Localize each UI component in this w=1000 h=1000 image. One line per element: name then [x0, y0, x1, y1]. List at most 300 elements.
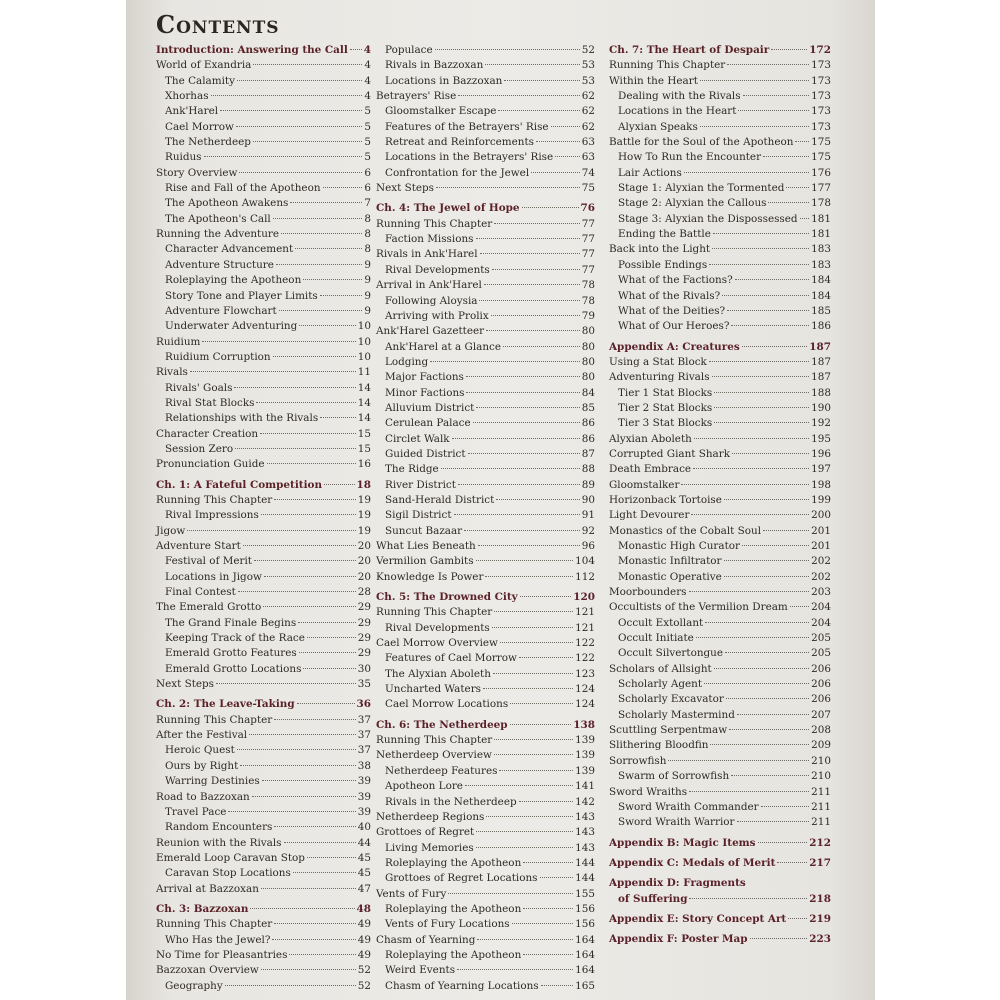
dot-leader — [709, 263, 809, 265]
dot-leader — [350, 48, 362, 50]
toc-entry-label: Roleplaying the Apotheon — [385, 902, 522, 915]
dot-leader — [771, 48, 807, 50]
toc-entry-label-continued: of Suffering — [618, 892, 688, 905]
dot-leader — [253, 63, 362, 65]
toc-entry-label: Arrival at Bazzoxan — [156, 882, 259, 895]
toc-page-number: 5 — [364, 136, 371, 149]
toc-entry — [156, 948, 371, 963]
dot-leader — [476, 846, 573, 848]
dot-leader — [724, 575, 809, 577]
toc-entry — [376, 887, 595, 902]
toc-page-number: 15 — [357, 427, 371, 440]
toc-entry — [376, 416, 595, 431]
toc-entry — [376, 948, 595, 963]
toc-entry-label: Emerald Grotto Features — [165, 647, 297, 660]
dot-leader — [238, 590, 356, 592]
toc-entry-label: Ruidium — [156, 335, 201, 348]
toc-entry — [156, 963, 371, 978]
dot-leader — [448, 892, 573, 894]
toc-section-heading — [609, 932, 831, 947]
dot-leader — [555, 155, 580, 157]
toc-page-number: 212 — [809, 836, 831, 849]
toc-entry-label: Locations in Jigow — [165, 570, 262, 583]
toc-entry — [156, 616, 371, 631]
toc-page-number: 217 — [809, 856, 831, 869]
toc-page-number: 6 — [364, 166, 371, 179]
toc-entry-label: Ruidus — [165, 151, 202, 164]
toc-page-number: 202 — [811, 555, 831, 568]
toc-entry-label: Horizonback Tortoise — [609, 493, 722, 506]
dot-leader — [735, 278, 810, 280]
toc-entry-label: Features of the Betrayers' Rise — [385, 120, 549, 133]
toc-entry — [609, 304, 831, 319]
toc-entry — [609, 319, 831, 334]
dot-leader — [216, 682, 356, 684]
toc-entry-label: Relationships with the Rivals — [165, 412, 319, 425]
toc-page-number: 164 — [575, 948, 595, 961]
toc-entry-label: Gloomstalker Escape — [385, 105, 497, 118]
toc-page-number: 184 — [811, 289, 831, 302]
toc-entry — [156, 851, 371, 866]
toc-page-number: 86 — [581, 417, 595, 430]
toc-entry — [376, 979, 595, 994]
dot-leader — [187, 529, 355, 531]
toc-entry-label: Tier 1 Stat Blocks — [618, 386, 713, 399]
dot-leader — [758, 841, 808, 843]
toc-page-number: 4 — [364, 90, 371, 103]
toc-page-number: 10 — [357, 320, 371, 333]
toc-page-number: 5 — [364, 120, 371, 133]
toc-section-heading — [609, 856, 831, 871]
toc-entry-label: Ch. 4: The Jewel of Hope — [376, 202, 520, 215]
toc-entry — [376, 104, 595, 119]
toc-entry — [156, 882, 371, 897]
toc-entry — [156, 820, 371, 835]
toc-entry-label: Locations in the Betrayers' Rise — [385, 151, 554, 164]
toc-entry — [609, 401, 831, 416]
toc-entry — [156, 396, 371, 411]
toc-page-number: 4 — [364, 59, 371, 72]
dot-leader — [494, 222, 580, 224]
dot-leader — [441, 467, 580, 469]
toc-entry-label: Character Creation — [156, 427, 259, 440]
toc-page-number: 20 — [357, 555, 371, 568]
toc-entry-label: What Lies Beneath — [376, 540, 476, 552]
toc-entry — [376, 355, 595, 370]
toc-page-number: 122 — [575, 637, 595, 650]
dot-leader — [788, 917, 807, 919]
dot-leader — [709, 360, 809, 362]
toc-page-number: 63 — [581, 151, 595, 164]
toc-entry — [609, 416, 831, 431]
dot-leader — [452, 437, 580, 439]
toc-entry — [609, 227, 831, 242]
dot-leader — [261, 968, 356, 970]
toc-page-number: 8 — [364, 228, 371, 241]
dot-leader — [483, 687, 573, 689]
toc-page-number: 206 — [811, 678, 831, 691]
dot-leader — [786, 186, 809, 188]
toc-column-1 — [156, 43, 371, 994]
dot-leader — [243, 544, 356, 546]
dot-leader — [486, 329, 580, 331]
dot-leader — [465, 784, 573, 786]
toc-page-number: 155 — [575, 887, 595, 900]
dot-leader — [689, 790, 809, 792]
toc-entry — [156, 917, 371, 932]
toc-entry — [156, 104, 371, 119]
toc-page-number: 164 — [575, 964, 595, 977]
toc-entry-label: Running This Chapter — [376, 606, 493, 619]
toc-entry — [609, 478, 831, 493]
toc-page-number: 47 — [357, 882, 371, 895]
toc-page-number: 44 — [357, 836, 371, 849]
toc-page-number: 49 — [357, 933, 371, 946]
toc-entry-label: Back into the Light — [609, 243, 711, 256]
toc-entry-label: Ours by Right — [165, 759, 239, 772]
dot-leader — [731, 774, 809, 776]
dot-leader — [705, 621, 809, 623]
toc-entry-label: Reunion with the Rivals — [156, 836, 282, 849]
toc-entry-label: Rise and Fall of the Apotheon — [165, 182, 321, 195]
toc-entry-label: Underwater Adventuring — [165, 320, 298, 333]
toc-page-number: 204 — [811, 616, 831, 629]
toc-entry-label: Rivals in Ank'Harel — [376, 248, 478, 261]
toc-entry — [376, 462, 595, 477]
toc-entry-label: Alyxian Aboleth — [609, 432, 692, 445]
toc-page-number: 74 — [581, 166, 595, 179]
toc-entry — [156, 979, 371, 994]
toc-page-number: 30 — [357, 662, 371, 675]
dot-leader — [492, 268, 580, 270]
toc-entry-label: Ruidium Corruption — [165, 350, 271, 363]
toc-entry-label: Ank'Harel at a Glance — [385, 340, 501, 353]
dot-leader — [689, 590, 810, 592]
dot-leader — [712, 247, 809, 249]
toc-entry-label: Vermilion Gambits — [376, 555, 474, 568]
toc-entry-label: Living Memories — [385, 841, 474, 854]
toc-page-number: 139 — [575, 734, 595, 747]
toc-entry — [609, 815, 831, 830]
toc-page-number: 77 — [581, 248, 595, 261]
toc-page-number: 89 — [581, 478, 595, 491]
toc-entry — [156, 89, 371, 104]
toc-entry — [376, 825, 595, 840]
toc-page-number: 86 — [581, 432, 595, 445]
toc-entry — [156, 933, 371, 948]
dot-leader — [551, 125, 580, 127]
toc-page-number: 15 — [357, 442, 371, 455]
toc-entry-label: Battle for the Soul of the Apotheon — [609, 136, 794, 149]
toc-section-heading — [156, 697, 371, 712]
toc-entry — [156, 381, 371, 396]
toc-entry-label: Grottoes of Regret — [376, 826, 475, 839]
toc-entry — [376, 621, 595, 636]
dot-leader — [303, 278, 362, 280]
toc-page-number: 124 — [575, 698, 595, 711]
toc-entry — [376, 263, 595, 278]
toc-entry-label: Rival Stat Blocks — [165, 396, 255, 409]
toc-page-number: 223 — [809, 933, 831, 946]
toc-entry-label: Warring Destinies — [165, 775, 260, 788]
toc-entry — [376, 135, 595, 150]
toc-entry-label: Adventuring Rivals — [609, 371, 710, 384]
dot-leader — [262, 779, 356, 781]
toc-page-number: 187 — [809, 340, 831, 353]
toc-entry — [156, 585, 371, 600]
dot-leader — [540, 876, 574, 878]
toc-page-number: 36 — [356, 698, 371, 711]
dot-leader — [510, 702, 573, 704]
toc-entry-label: Major Factions — [385, 371, 464, 384]
toc-entry — [376, 278, 595, 293]
toc-entry — [376, 181, 595, 196]
toc-entry-label: Using a Stat Block — [609, 355, 707, 368]
dot-leader — [235, 447, 356, 449]
toc-entry — [376, 89, 595, 104]
dot-leader — [293, 871, 356, 873]
toc-entry — [609, 74, 831, 89]
toc-page-number: 198 — [811, 478, 831, 491]
toc-entry-label: Rival Developments — [385, 263, 490, 276]
toc-entry-label: What of the Rivals? — [618, 289, 721, 302]
dot-leader — [307, 856, 356, 858]
toc-page-number: 80 — [581, 340, 595, 353]
toc-page-number: 76 — [580, 202, 595, 215]
toc-entry-label: Emerald Grotto Locations — [165, 662, 302, 675]
toc-entry — [609, 785, 831, 800]
dot-leader — [281, 232, 362, 234]
dot-leader — [454, 513, 580, 515]
dot-leader — [458, 483, 580, 485]
toc-page-number: 28 — [357, 586, 371, 599]
toc-entry — [376, 636, 595, 651]
toc-page-number: 156 — [575, 902, 595, 915]
toc-entry-label: Occultists of the Vermilion Dream — [609, 601, 788, 614]
toc-entry-label: Rival Impressions — [165, 509, 259, 522]
toc-page-number: 197 — [811, 463, 831, 476]
toc-entry-label: Running This Chapter — [376, 734, 493, 747]
toc-entry-label: Appendix B: Magic Items — [609, 836, 756, 849]
dot-leader — [303, 667, 355, 669]
toc-page-number: 201 — [811, 540, 831, 552]
toc-page-number: 187 — [811, 371, 831, 384]
toc-entry — [609, 150, 831, 165]
toc-section-heading — [609, 836, 831, 851]
dot-leader — [274, 498, 356, 500]
toc-entry — [609, 135, 831, 150]
toc-entry — [376, 340, 595, 355]
toc-entry-label: Random Encounters — [165, 821, 273, 834]
dot-leader — [704, 682, 809, 684]
dot-leader — [234, 386, 355, 388]
toc-entry — [156, 135, 371, 150]
dot-leader — [732, 452, 809, 454]
toc-page-number: 16 — [357, 458, 371, 471]
toc-entry-label: Running This Chapter — [376, 217, 493, 230]
toc-section-heading — [376, 718, 595, 733]
toc-page-number: 10 — [357, 335, 371, 348]
toc-page-number: 173 — [811, 105, 831, 118]
toc-entry — [376, 570, 595, 585]
toc-entry-label: Scholarly Mastermind — [618, 708, 735, 721]
dot-leader — [763, 529, 809, 531]
dot-leader — [724, 559, 810, 561]
toc-entry — [609, 386, 831, 401]
toc-entry-label: Rival Developments — [385, 621, 490, 634]
toc-entry — [609, 554, 831, 569]
toc-entry — [156, 759, 371, 774]
toc-entry-label: Sand-Herald District — [385, 493, 495, 506]
toc-entry-label: Netherdeep Overview — [376, 749, 492, 762]
toc-entry-label: What of the Deities? — [618, 304, 726, 317]
page-title: Contents — [156, 10, 280, 39]
dot-leader — [260, 432, 356, 434]
toc-entry-label: Corrupted Giant Shark — [609, 447, 731, 460]
toc-entry-label: Dealing with the Rivals — [618, 90, 741, 103]
toc-page-number: 78 — [581, 279, 595, 292]
toc-page-number: 204 — [811, 601, 831, 614]
toc-page-number: 144 — [575, 856, 595, 869]
dot-leader — [800, 217, 810, 219]
toc-entry — [156, 805, 371, 820]
toc-entry-label: Monastic Infiltrator — [618, 555, 722, 568]
toc-entry-label: Road to Bazzoxan — [156, 790, 250, 803]
dot-leader — [512, 922, 574, 924]
toc-entry — [609, 289, 831, 304]
toc-entry-label: Running the Adventure — [156, 228, 280, 241]
toc-page-number: 39 — [357, 790, 371, 803]
toc-page-number: 210 — [811, 754, 831, 767]
toc-entry-label: Netherdeep Features — [385, 764, 498, 777]
dot-leader — [496, 498, 580, 500]
toc-entry — [376, 682, 595, 697]
toc-entry-label: Roleplaying the Apotheon — [385, 948, 522, 961]
toc-page-number: 4 — [364, 74, 371, 87]
toc-entry-label: Cerulean Palace — [385, 417, 471, 430]
toc-entry-label: Chasm of Yearning Locations — [385, 979, 539, 992]
toc-entry — [156, 181, 371, 196]
toc-entry-label: The Calamity — [165, 74, 235, 87]
toc-page-number: 173 — [811, 90, 831, 103]
toc-entry — [156, 304, 371, 319]
toc-page-number: 173 — [811, 59, 831, 72]
toc-page-number: 29 — [357, 647, 371, 660]
toc-entry — [156, 866, 371, 881]
toc-entry-label: Tier 2 Stat Blocks — [618, 401, 713, 414]
toc-page-number: 62 — [581, 90, 595, 103]
toc-entry — [376, 478, 595, 493]
toc-entry — [609, 181, 831, 196]
dot-leader — [504, 79, 579, 81]
toc-page-number: 143 — [575, 810, 595, 823]
toc-entry — [376, 493, 595, 508]
toc-entry-label: Chasm of Yearning — [376, 933, 476, 946]
toc-entry — [156, 677, 371, 692]
toc-entry-label: Emerald Loop Caravan Stop — [156, 851, 305, 864]
dot-leader — [254, 559, 356, 561]
toc-page-number: 45 — [357, 867, 371, 880]
toc-entry-label: Death Embrace — [609, 463, 692, 476]
toc-entry-label: Running This Chapter — [609, 59, 726, 72]
toc-entry — [156, 790, 371, 805]
dot-leader — [249, 733, 356, 735]
toc-page-number: 200 — [811, 509, 831, 522]
toc-page-number: 208 — [811, 724, 831, 737]
dot-leader — [761, 805, 810, 807]
toc-entry-label: No Time for Pleasantries — [156, 948, 288, 961]
toc-page-number: 79 — [581, 309, 595, 322]
toc-entry-label: Adventure Start — [156, 540, 241, 552]
toc-page-number: 38 — [357, 759, 371, 772]
dot-leader — [468, 452, 580, 454]
toc-page-number: 144 — [575, 872, 595, 885]
dot-leader — [274, 825, 355, 827]
toc-entry-label: Festival of Merit — [165, 555, 252, 568]
toc-entry — [156, 335, 371, 350]
dot-leader — [494, 738, 573, 740]
dot-leader — [320, 294, 363, 296]
dot-leader — [693, 467, 809, 469]
toc-page-number: 143 — [575, 826, 595, 839]
toc-page-number: 196 — [811, 447, 831, 460]
toc-page-number: 178 — [811, 197, 831, 210]
dot-leader — [273, 217, 363, 219]
dot-leader — [476, 237, 580, 239]
toc-entry — [156, 743, 371, 758]
toc-section-heading — [609, 340, 831, 355]
toc-entry — [376, 667, 595, 682]
dot-leader — [712, 375, 810, 377]
dot-leader — [727, 63, 809, 65]
toc-entry-label: Netherdeep Regions — [376, 810, 485, 823]
toc-page-number: 7 — [364, 197, 371, 210]
dot-leader — [466, 391, 579, 393]
toc-page-number: 29 — [357, 601, 371, 614]
dot-leader — [731, 324, 809, 326]
toc-entry — [609, 104, 831, 119]
toc-entry-label: Betrayers' Rise — [376, 90, 457, 103]
dot-leader — [261, 887, 356, 889]
toc-entry-label: Rivals in the Netherdeep — [385, 795, 517, 808]
toc-entry-label: Bazzoxan Overview — [156, 964, 259, 977]
dot-leader — [298, 621, 356, 623]
toc-entry-label: Roleplaying the Apotheon — [165, 274, 302, 287]
toc-entry-label: The Netherdeep — [165, 136, 251, 149]
toc-entry — [156, 258, 371, 273]
dot-leader — [536, 140, 580, 142]
toc-entry — [609, 692, 831, 707]
toc-entry — [156, 411, 371, 426]
toc-page-number: 77 — [581, 263, 595, 276]
toc-entry — [609, 662, 831, 677]
toc-page-number: 37 — [357, 729, 371, 742]
dot-leader — [743, 94, 810, 96]
toc-entry-label: The Ridge — [385, 463, 439, 476]
toc-page-number: 20 — [357, 570, 371, 583]
toc-entry — [376, 74, 595, 89]
dot-leader — [519, 800, 574, 802]
toc-entry — [156, 365, 371, 380]
toc-entry-label: Cael Morrow — [165, 120, 234, 133]
toc-page-number: 184 — [811, 274, 831, 287]
toc-page-number: 142 — [575, 795, 595, 808]
dot-leader — [220, 109, 362, 111]
toc-entry-label: Story Overview — [156, 166, 238, 179]
toc-entry — [156, 554, 371, 569]
toc-page-number: 52 — [357, 964, 371, 977]
toc-entry-label: Grottoes of Regret Locations — [385, 872, 538, 885]
